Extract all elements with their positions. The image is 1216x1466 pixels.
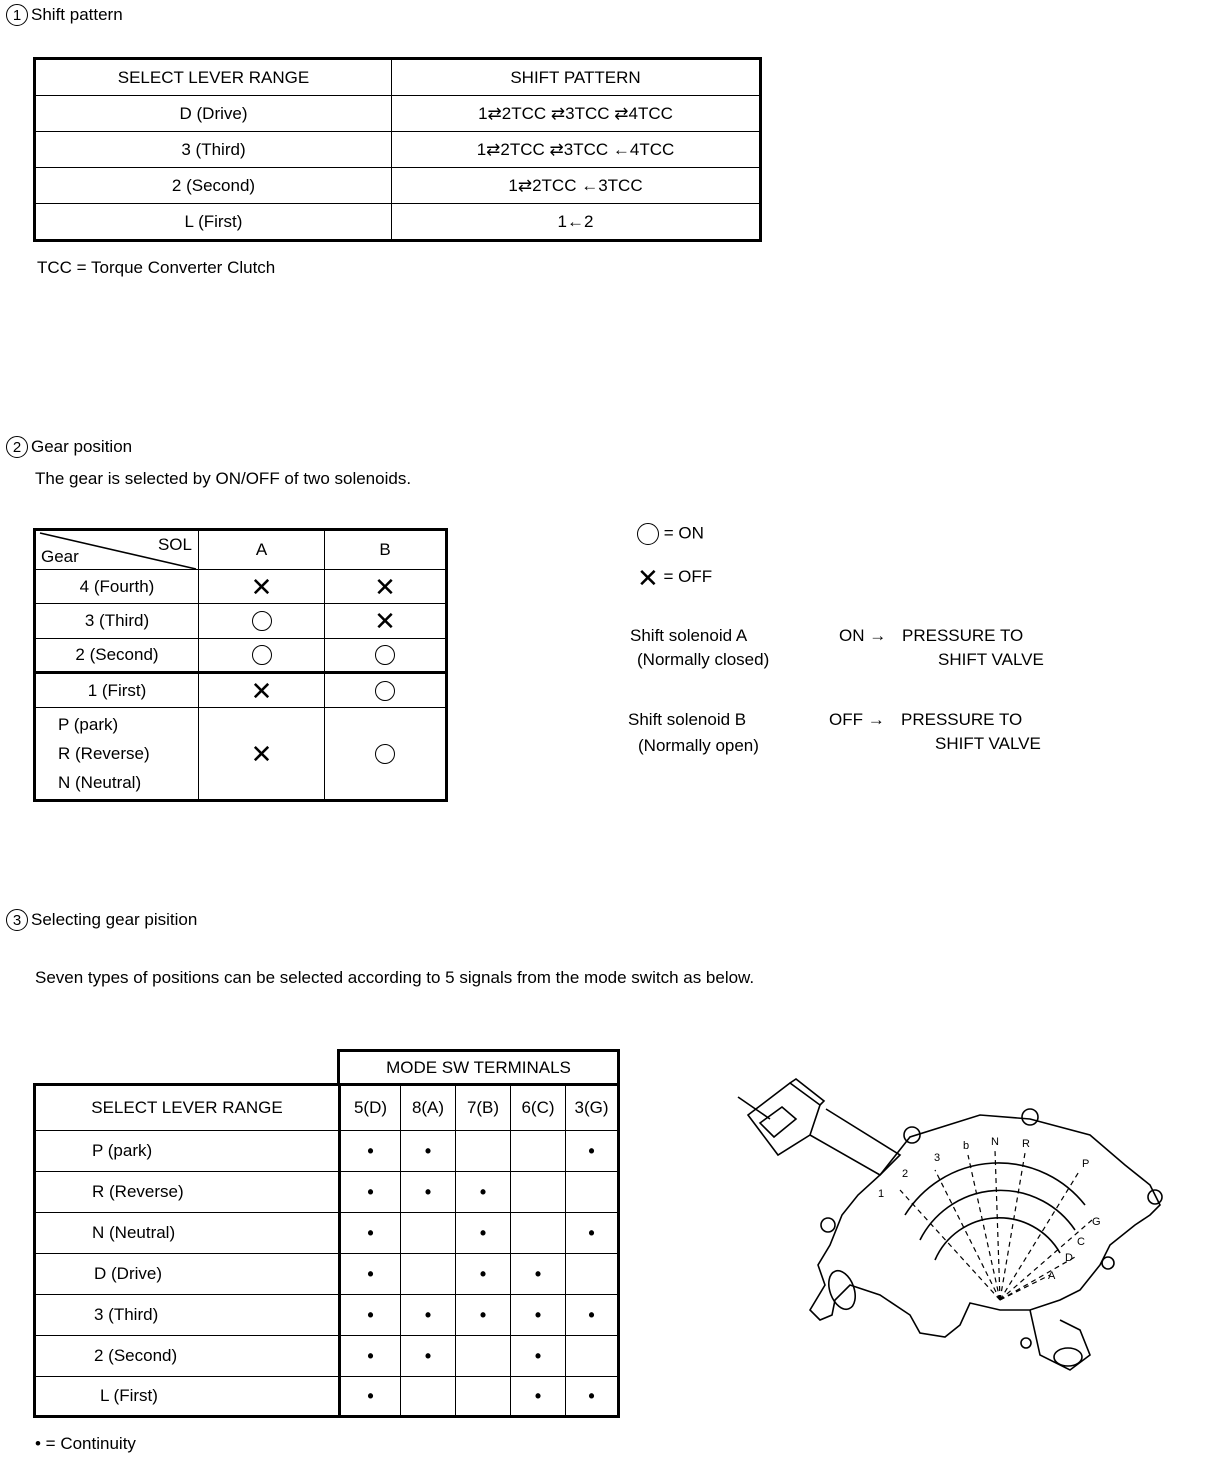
- continuity-cell: [456, 1377, 511, 1417]
- continuity-dot-icon: •: [424, 1140, 432, 1161]
- table-row: [35, 639, 447, 673]
- off-x-icon: ✕: [374, 571, 396, 602]
- continuity-cell: [566, 1295, 619, 1336]
- continuity-cell: [566, 1131, 619, 1172]
- table-row: [35, 1295, 619, 1336]
- continuity-dot-icon: •: [588, 1304, 595, 1325]
- header-terminal: 3(G): [566, 1085, 619, 1131]
- diagram-label: C: [1077, 1236, 1085, 1248]
- continuity-cell: [511, 1172, 566, 1213]
- continuity-cell: [511, 1213, 566, 1254]
- continuity-dot-icon: •: [588, 1385, 595, 1406]
- header-terminal: 7(B): [456, 1085, 511, 1131]
- off-x-icon: ✕: [250, 738, 273, 769]
- solenoid-b-name: Shift solenoid B: [628, 710, 747, 729]
- table-row: [35, 1254, 619, 1295]
- table-row: [35, 673, 447, 708]
- on-circle-icon: [375, 681, 395, 701]
- housing-outline: [810, 1115, 1160, 1337]
- table-row: [35, 96, 761, 132]
- continuity-dot-icon: •: [367, 1140, 374, 1161]
- range-cell: D (Drive): [35, 96, 392, 132]
- range-cell: N (Neutral): [35, 1213, 340, 1254]
- diagram-label: 3: [934, 1152, 941, 1164]
- solenoid-a-result-1: PRESSURE TO: [902, 626, 1024, 645]
- range-cell: 3 (Third): [35, 1295, 340, 1336]
- continuity-dot-icon: •: [588, 1222, 595, 1243]
- continuity-cell: [340, 1295, 401, 1336]
- mode-sw-terminals-header: MODE SW TERMINALS: [337, 1049, 620, 1083]
- gear-label: Gear: [41, 547, 79, 566]
- solenoid-a-state: [199, 708, 325, 801]
- diagram-label: N: [991, 1136, 999, 1148]
- solenoid-b-result-1: PRESSURE TO: [901, 710, 1023, 729]
- solenoid-a-type: (Normally closed): [637, 650, 770, 669]
- solenoid-b-state: [325, 604, 447, 639]
- off-x-icon: ✕: [250, 571, 273, 602]
- solenoid-b-result-2: SHIFT VALVE: [935, 734, 1041, 753]
- diagram-label: P: [1082, 1158, 1090, 1170]
- solenoid-a-state: [199, 673, 325, 708]
- section3-title: Selecting gear pisition: [31, 910, 198, 929]
- section-number-badge: 2: [6, 436, 28, 458]
- continuity-dot-icon: •: [367, 1263, 374, 1284]
- continuity-dot-icon: •: [479, 1222, 487, 1243]
- section-number-badge: 1: [6, 4, 28, 26]
- solenoid-a-state-text: ON →: [839, 626, 887, 645]
- range-cell: 2 (Second): [35, 1336, 340, 1377]
- range-cell: 2 (Second): [35, 168, 392, 204]
- continuity-cell: [566, 1377, 619, 1417]
- legend-on: [637, 523, 704, 545]
- connector-body: [748, 1083, 820, 1155]
- range-cell: 3 (Third): [35, 132, 392, 168]
- continuity-dot-icon: •: [424, 1304, 432, 1325]
- diagram-label: G: [1092, 1216, 1101, 1228]
- section1-heading: [6, 4, 123, 26]
- legend-off: [637, 562, 713, 593]
- continuity-cell: [566, 1172, 619, 1213]
- continuity-cell: [456, 1254, 511, 1295]
- continuity-cell: [340, 1336, 401, 1377]
- continuity-cell: [566, 1213, 619, 1254]
- legend-off-text: = OFF: [663, 567, 713, 586]
- table-row: [35, 1131, 619, 1172]
- table-row: [35, 1213, 619, 1254]
- mode-switch-diagram: [730, 1075, 1180, 1375]
- continuity-dot-icon: •: [479, 1263, 487, 1284]
- continuity-cell: [456, 1295, 511, 1336]
- table-row: [35, 1377, 619, 1417]
- solenoid-a-name: Shift solenoid A: [630, 626, 748, 645]
- range-cell: L (First): [35, 204, 392, 241]
- header-terminal: 6(C): [511, 1085, 566, 1131]
- table-row: [35, 1172, 619, 1213]
- continuity-cell: [340, 1254, 401, 1295]
- table-row: [35, 604, 447, 639]
- range-cell: D (Drive): [35, 1254, 340, 1295]
- continuity-cell: [340, 1377, 401, 1417]
- sol-label: SOL: [157, 535, 192, 554]
- header-shift-pattern: SHIFT PATTERN: [392, 59, 761, 96]
- continuity-cell: [511, 1336, 566, 1377]
- pattern-cell: 1⇄2TCC ⇄3TCC ⇄4TCC: [392, 96, 761, 132]
- continuity-dot-icon: •: [367, 1304, 374, 1325]
- continuity-cell: [456, 1131, 511, 1172]
- continuity-cell: [456, 1336, 511, 1377]
- range-cell: P (park): [35, 1131, 340, 1172]
- diagonal-corner-cell: [35, 530, 199, 570]
- gear-solenoid-table: [33, 528, 448, 802]
- header-select-lever-range: SELECT LEVER RANGE: [35, 1085, 340, 1131]
- table-row: [35, 708, 447, 801]
- gear-neutral: N (Neutral): [58, 773, 142, 792]
- solenoid-b-type: (Normally open): [638, 736, 759, 755]
- range-cell: L (First): [35, 1377, 340, 1417]
- table-row: [35, 132, 761, 168]
- range-cell: R (Reverse): [35, 1172, 340, 1213]
- continuity-dot-icon: •: [534, 1263, 542, 1284]
- pattern-cell: 1←2: [392, 204, 761, 241]
- continuity-dot-icon: •: [534, 1385, 542, 1406]
- tcc-note: TCC = Torque Converter Clutch: [37, 258, 276, 277]
- gear-cell: 2 (Second): [35, 639, 199, 673]
- pattern-cell: 1⇄2TCC ⇄3TCC ←4TCC: [392, 132, 761, 168]
- continuity-dot-icon: •: [534, 1304, 542, 1325]
- diagram-label: 2: [902, 1168, 909, 1180]
- diagram-label: D: [1065, 1252, 1073, 1264]
- on-circle-icon: [637, 523, 659, 545]
- off-x-icon: ✕: [374, 606, 396, 637]
- continuity-dot-icon: •: [479, 1304, 487, 1325]
- solenoid-a-state: [199, 639, 325, 673]
- continuity-dot-icon: •: [588, 1140, 595, 1161]
- continuity-cell: [340, 1131, 401, 1172]
- section2-title: Gear position: [31, 437, 133, 456]
- continuity-dot-icon: •: [367, 1181, 374, 1202]
- continuity-dot-icon: •: [424, 1181, 432, 1202]
- continuity-cell: [511, 1254, 566, 1295]
- pattern-cell: 1⇄2TCC ←3TCC: [392, 168, 761, 204]
- section3-subtitle: Seven types of positions can be selected according to 5 signals from the mode switch as below.: [35, 968, 755, 987]
- continuity-dot-icon: •: [367, 1345, 374, 1366]
- continuity-cell: [566, 1254, 619, 1295]
- section3-heading: [6, 909, 197, 931]
- section-number-badge: 3: [6, 909, 28, 931]
- off-x-icon: ✕: [637, 562, 659, 593]
- off-x-icon: ✕: [250, 675, 273, 706]
- gear-reverse: R (Reverse): [58, 744, 150, 763]
- solenoid-a-result-2: SHIFT VALVE: [938, 650, 1044, 669]
- on-circle-icon: [252, 611, 272, 631]
- solenoid-b-state: [325, 570, 447, 604]
- header-solenoid-a: A: [199, 530, 325, 570]
- continuity-cell: [511, 1377, 566, 1417]
- continuity-cell: [401, 1172, 456, 1213]
- continuity-dot-icon: •: [424, 1345, 432, 1366]
- legend-on-text: = ON: [663, 523, 704, 543]
- solenoid-b-state: [325, 708, 447, 801]
- table-row: [35, 1336, 619, 1377]
- header-select-lever-range: SELECT LEVER RANGE: [35, 59, 392, 96]
- continuity-dot-icon: •: [534, 1345, 542, 1366]
- table-row: [35, 168, 761, 204]
- header-terminal: 8(A): [401, 1085, 456, 1131]
- continuity-cell: [456, 1213, 511, 1254]
- continuity-dot-icon: •: [367, 1385, 374, 1406]
- diagram-label: A: [1048, 1270, 1056, 1282]
- diagram-label: b: [963, 1140, 970, 1152]
- solenoid-b-state: [325, 639, 447, 673]
- continuity-cell: [401, 1254, 456, 1295]
- header-terminal: 5(D): [340, 1085, 401, 1131]
- header-solenoid-b: B: [325, 530, 447, 570]
- continuity-cell: [566, 1336, 619, 1377]
- on-circle-icon: [375, 744, 395, 764]
- continuity-cell: [340, 1213, 401, 1254]
- on-circle-icon: [375, 645, 395, 665]
- continuity-cell: [401, 1131, 456, 1172]
- continuity-cell: [456, 1172, 511, 1213]
- solenoid-b-state-text: OFF →: [829, 710, 885, 729]
- continuity-dot-icon: •: [367, 1222, 374, 1243]
- table-row: [35, 204, 761, 241]
- continuity-cell: [511, 1131, 566, 1172]
- continuity-dot-icon: •: [479, 1181, 487, 1202]
- diagram-label: R: [1022, 1138, 1030, 1150]
- continuity-cell: [340, 1172, 401, 1213]
- table-row: [35, 570, 447, 604]
- solenoid-a-state: [199, 570, 325, 604]
- solenoid-a-state: [199, 604, 325, 639]
- continuity-cell: [401, 1377, 456, 1417]
- continuity-cell: [401, 1336, 456, 1377]
- gear-park: P (park): [58, 715, 119, 734]
- continuity-note: • = Continuity: [35, 1434, 136, 1453]
- diagram-label: 1: [878, 1188, 885, 1200]
- gear-cell: 1 (First): [35, 673, 199, 708]
- on-circle-icon: [252, 645, 272, 665]
- mode-switch-table: [33, 1083, 620, 1418]
- solenoid-b-state: [325, 673, 447, 708]
- section1-title: Shift pattern: [31, 5, 123, 24]
- continuity-cell: [401, 1295, 456, 1336]
- gear-cell: 4 (Fourth): [35, 570, 199, 604]
- continuity-cell: [511, 1295, 566, 1336]
- continuity-cell: [401, 1213, 456, 1254]
- shift-pattern-table: [33, 57, 762, 242]
- gear-cell: 3 (Third): [35, 604, 199, 639]
- section2-subtitle: The gear is selected by ON/OFF of two solenoids.: [35, 469, 412, 488]
- section2-heading: [6, 436, 132, 458]
- gear-cell-multi: [35, 708, 199, 801]
